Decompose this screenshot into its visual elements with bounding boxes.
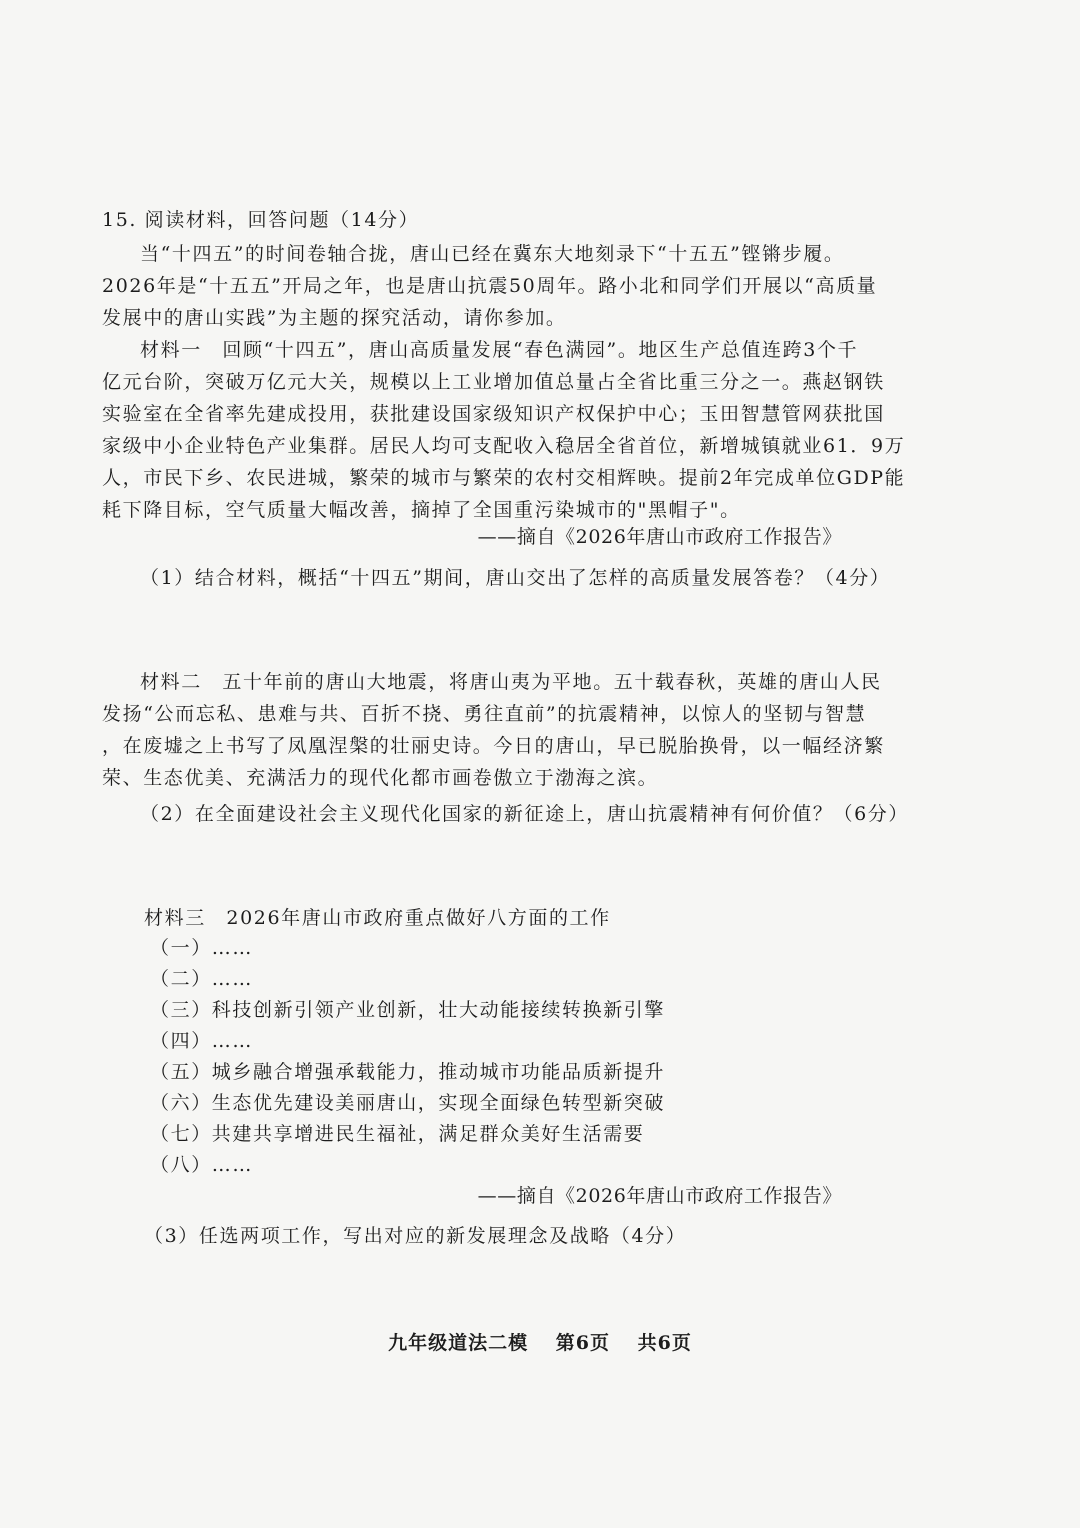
material3-item: （一）……	[150, 937, 254, 959]
material1-line: 实验室在全省率先建成投用，获批建设国家级知识产权保护中心；玉田智慧管网获批国	[102, 403, 885, 425]
material3-item: （七）共建共享增进民生福祉，满足群众美好生活需要	[150, 1123, 645, 1145]
intro-line: 当“十四五”的时间卷轴合拢，唐山已经在冀东大地刻录下“十五五”铿锵步履。	[140, 243, 845, 265]
material3-item: （二）……	[150, 968, 254, 990]
material1-line: 耗下降目标，空气质量大幅改善，摘掉了全国重污染城市的"黑帽子"。	[102, 499, 741, 521]
material2-line: 荣、生态优美、充满活力的现代化都市画卷傲立于渤海之滨。	[102, 767, 659, 789]
sub-question-2: （2）在全面建设社会主义现代化国家的新征途上，唐山抗震精神有何价值？（6分）	[140, 803, 909, 825]
intro-line: 发展中的唐山实践”为主题的探究活动，请你参加。	[102, 307, 567, 329]
material3-item: （三）科技创新引领产业创新，壮大动能接续转换新引擎	[150, 999, 666, 1021]
material1-line: 人，市民下乡、农民进城，繁荣的城市与繁荣的农村交相辉映。提前2年完成单位GDP能	[102, 467, 906, 489]
material3-heading: 材料三 2026年唐山市政府重点做好八方面的工作	[144, 907, 611, 929]
question-title: 15. 阅读材料，回答问题（14分）	[102, 209, 420, 231]
exam-name: 九年级道法二模	[388, 1332, 529, 1354]
material3-source: ——摘自《2026年唐山市政府工作报告》	[477, 1185, 842, 1207]
material3-item: （八）……	[150, 1154, 254, 1176]
sub-question-1: （1）结合材料，概括“十四五”期间，唐山交出了怎样的高质量发展答卷？（4分）	[140, 567, 891, 589]
page-number: 第6页	[555, 1332, 610, 1354]
material1-line: 亿元台阶，突破万亿元大关，规模以上工业增加值总量占全省比重三分之一。燕赵钢铁	[102, 371, 885, 393]
page-total: 共6页	[637, 1332, 692, 1354]
material2-line: 发扬“公而忘私、患难与共、百折不挠、勇往直前”的抗震精神，以惊人的坚韧与智慧	[102, 703, 867, 725]
material3-item: （五）城乡融合增强承载能力，推动城市功能品质新提升	[150, 1061, 666, 1083]
material3-item: （六）生态优先建设美丽唐山，实现全面绿色转型新突破	[150, 1092, 666, 1114]
material2-line: ，在废墟之上书写了凤凰涅槃的壮丽史诗。今日的唐山，早已脱胎换骨，以一幅经济繁	[102, 735, 885, 757]
page-footer	[0, 1328, 1080, 1355]
material1-line: 材料一 回顾“十四五”，唐山高质量发展“春色满园”。地区生产总值连跨3个千	[140, 339, 859, 361]
material1-line: 家级中小企业特色产业集群。居民人均可支配收入稳居全省首位，新增城镇就业61．9万	[102, 435, 906, 457]
material3-item: （四）……	[150, 1030, 254, 1052]
material1-source: ——摘自《2026年唐山市政府工作报告》	[477, 526, 842, 548]
material2-line: 材料二 五十年前的唐山大地震，将唐山夷为平地。五十载春秋，英雄的唐山人民	[140, 671, 882, 693]
intro-line: 2026年是“十五五”开局之年，也是唐山抗震50周年。路小北和同学们开展以“高质量	[102, 275, 878, 297]
sub-question-3: （3）任选两项工作，写出对应的新发展理念及战略（4分）	[144, 1225, 687, 1247]
